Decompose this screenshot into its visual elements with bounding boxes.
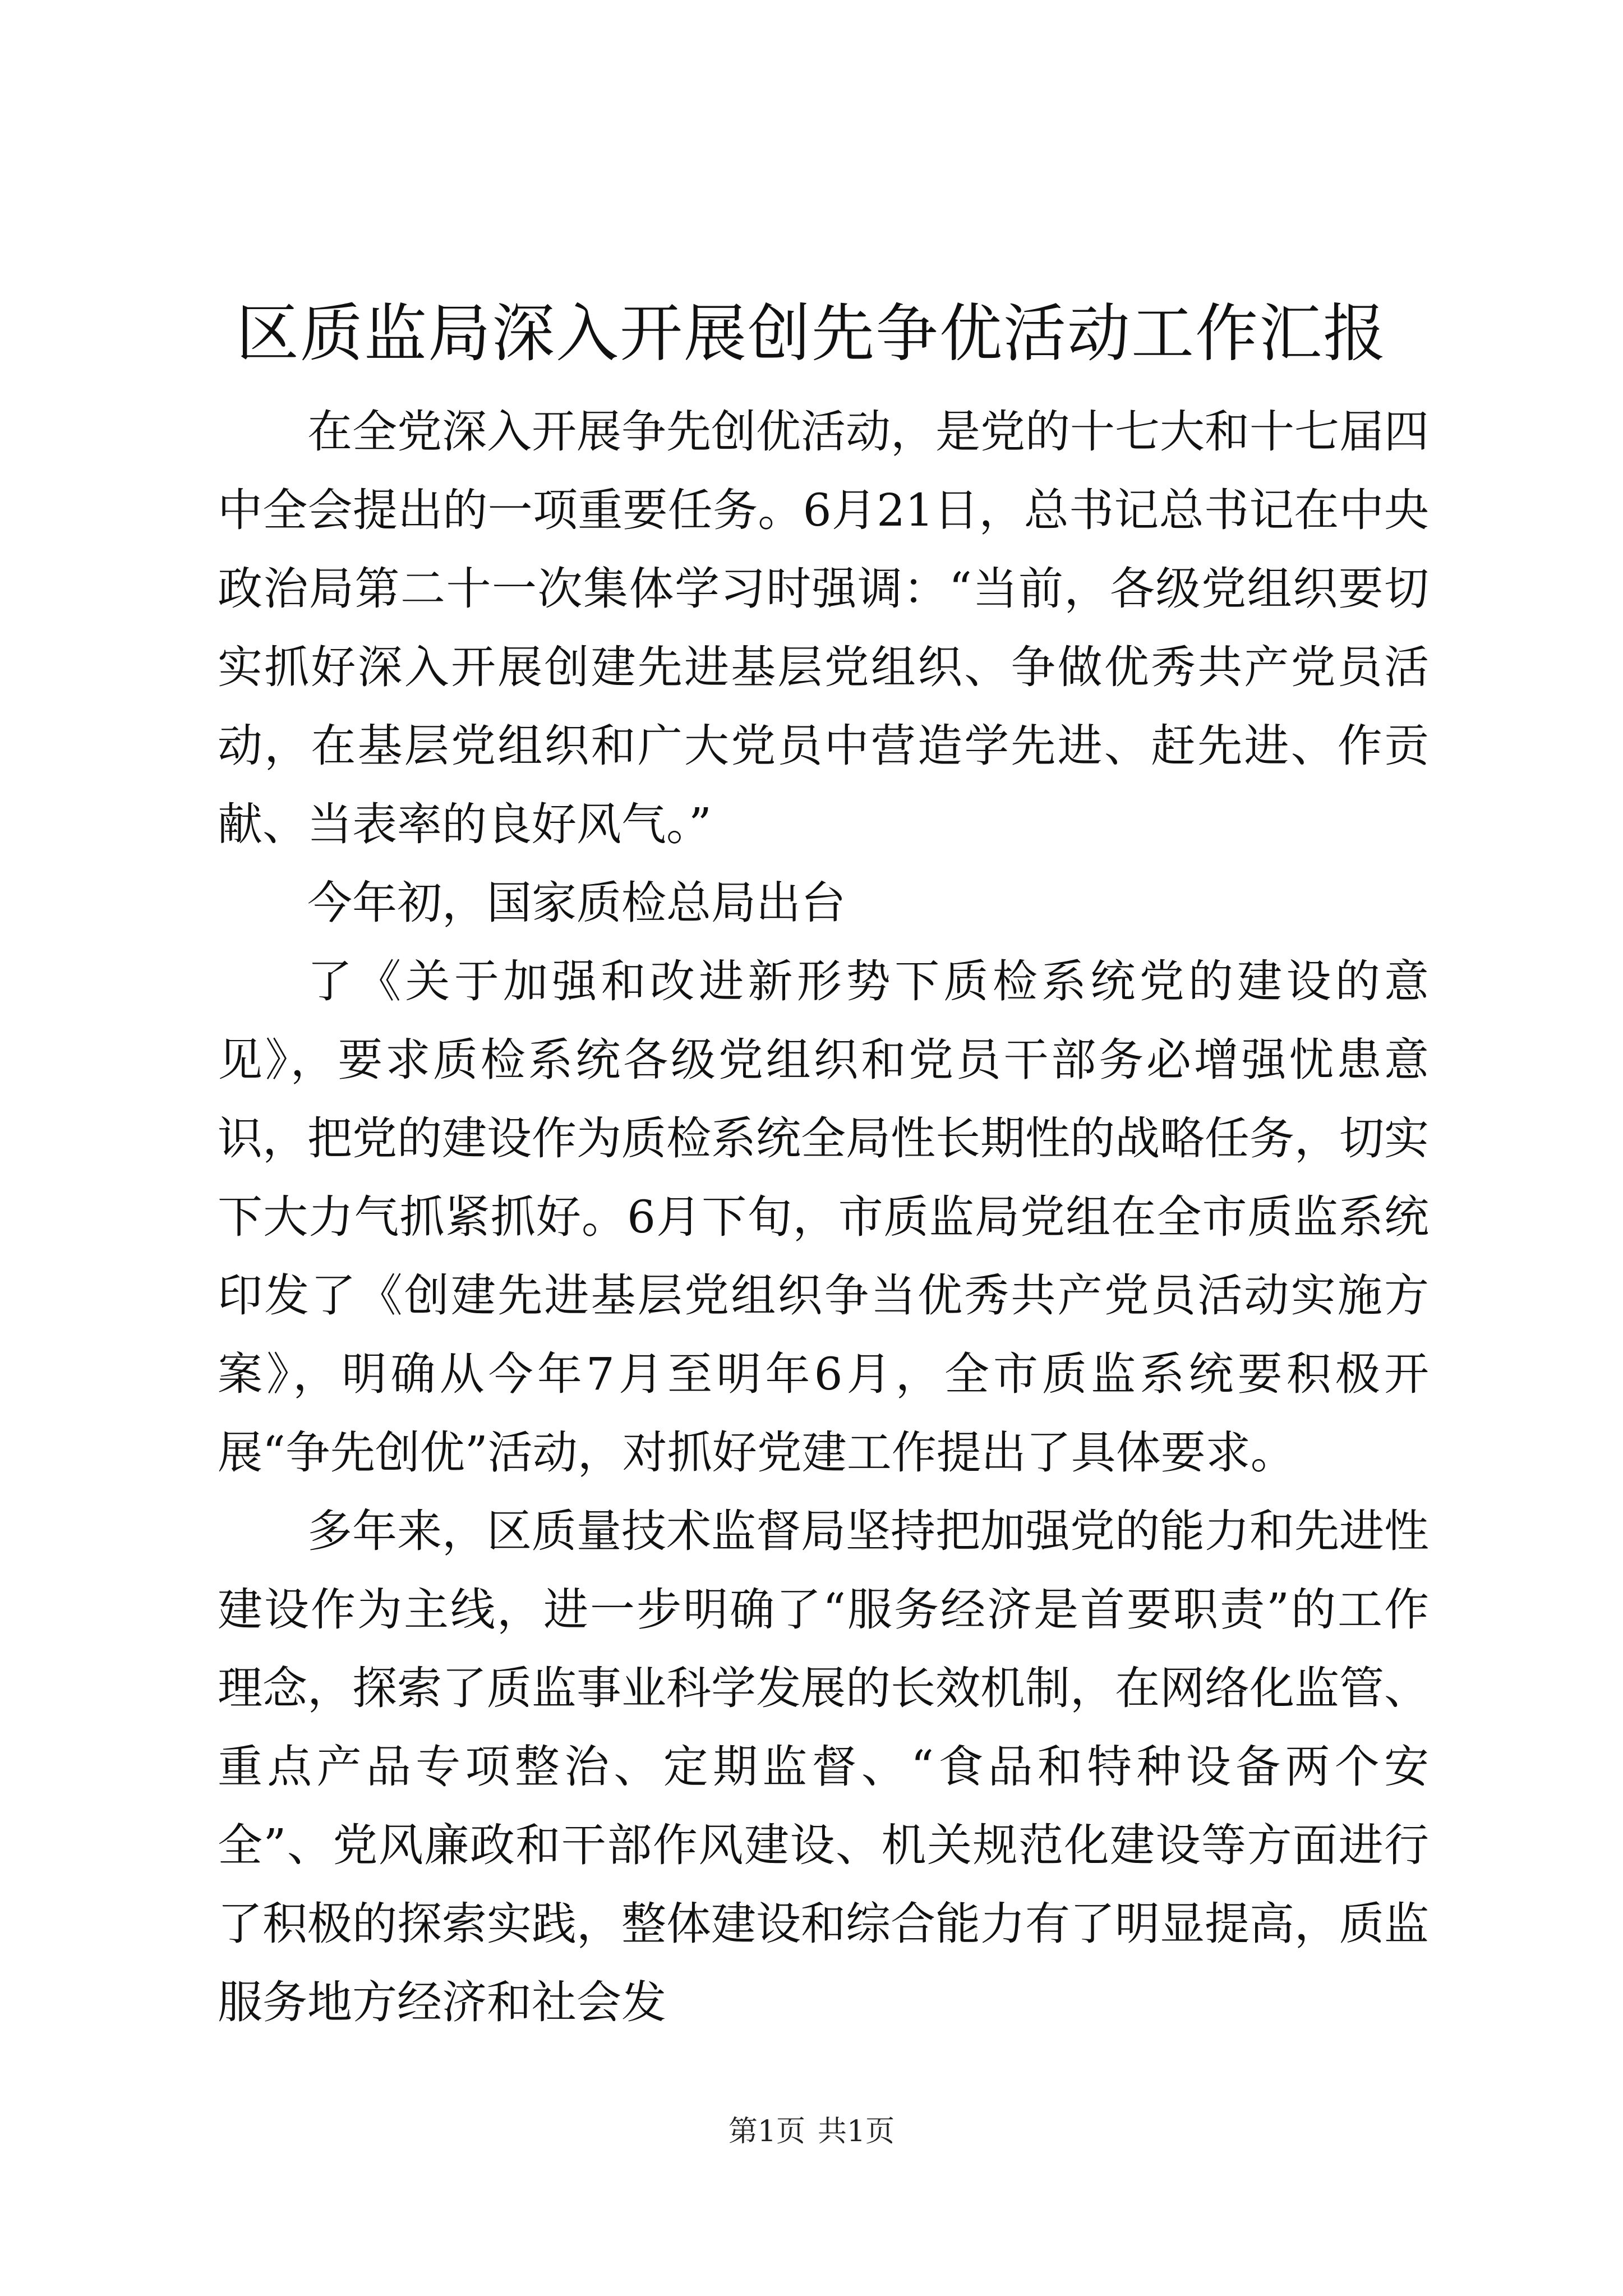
page-total: 共1页 [818, 2115, 895, 2148]
page-number: 第1页 [728, 2115, 805, 2148]
document-body [218, 393, 1429, 2042]
paragraph-years: 多年来，区质量技术监督局坚持把加强党的能力和先进性建设作为主线，进一步明确了“服务经济是首要职责”的工作理念，探索了质监事业科学发展的长效机制，在网络化监管、重点产品专项整治、定期监督、“食品和特种设备两个安全”、党风廉政和干部作风建设、机关规范化建设等方面进行了积极的探索实践，整体建设和综合能力有了明显提高，质监服务地方经济和社会发 [218, 1505, 1429, 2028]
paragraph-early-year: 今年初，国家质检总局出台 [307, 877, 846, 929]
paragraph-intro: 在全党深入开展争先创优活动，是党的十七大和十七届四中全会提出的一项重要任务。6月21日，总书记总书记在中央政治局第二十一次集体学习时强调：“当前，各级党组织要切实抓好深入开展创建先进基层党组织、争做优秀共产党员活动，在基层党组织和广大党员中营造学先进、赶先进、作贡献、当表率的良好风气。” [218, 406, 1429, 850]
paragraph-opinion: 了《关于加强和改进新形势下质检系统党的建设的意见》，要求质检系统各级党组织和党员干部务必增强忧患意识，把党的建设作为质检系统全局性长期性的战略任务，切实下大力气抓紧抓好。6月下旬，市质监局党组在全市质监系统印发了《创建先进基层党组织争当优秀共产党员活动实施方案》，明确从今年7月至明年6月，全市质监系统要积极开展“争先创优”活动，对抓好党建工作提出了具体要求。 [218, 955, 1429, 1479]
page-footer [0, 2109, 1623, 2154]
document-title: 区质监局深入开展创先争优活动工作汇报 [236, 297, 1387, 370]
